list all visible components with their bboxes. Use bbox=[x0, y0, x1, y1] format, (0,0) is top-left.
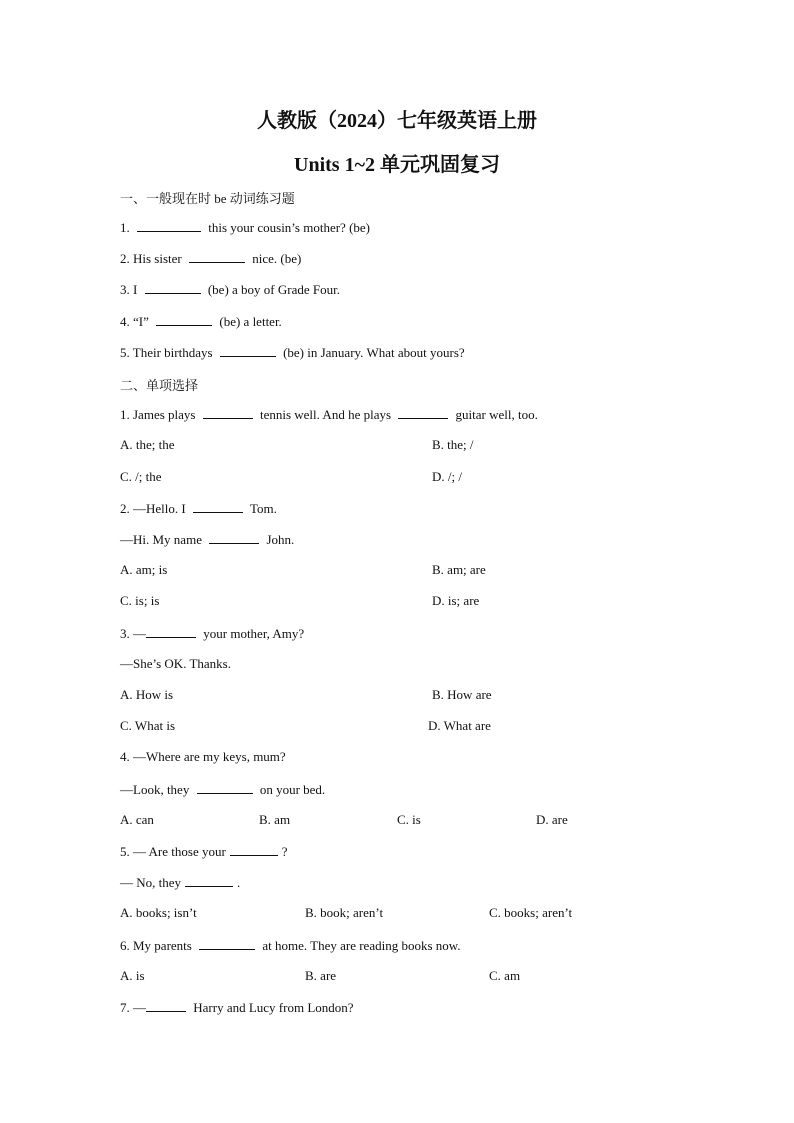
q3-stem-line2: —She’s OK. Thanks. bbox=[120, 656, 231, 671]
item-text: (be) a boy of Grade Four. bbox=[207, 282, 340, 297]
stem-text: 2. —Hello. I bbox=[120, 501, 186, 516]
q2-stem-line1 bbox=[120, 500, 277, 517]
q5-stem-line2 bbox=[120, 874, 240, 891]
section2-heading: 二、单项选择 bbox=[120, 378, 199, 393]
stem-text: on your bed. bbox=[259, 782, 326, 797]
item-number: 3. bbox=[120, 282, 130, 297]
stem-text: 7. — bbox=[120, 1000, 146, 1015]
answer-blank[interactable] bbox=[220, 344, 276, 357]
answer-blank[interactable] bbox=[230, 843, 278, 856]
stem-text: 6. My parents bbox=[120, 938, 192, 953]
item-text: (be) in January. What about yours? bbox=[283, 345, 465, 360]
stem-text: . bbox=[237, 875, 241, 890]
s1-item-2 bbox=[120, 250, 301, 267]
answer-blank[interactable] bbox=[189, 250, 245, 263]
q4-stem-line2 bbox=[120, 781, 325, 798]
q5-option-b[interactable]: B. book; aren’t bbox=[305, 905, 384, 920]
q2-option-c[interactable]: C. is; is bbox=[120, 593, 160, 608]
q6-stem bbox=[120, 937, 461, 954]
q4-option-b[interactable]: B. am bbox=[259, 812, 291, 827]
item-text: Their birthdays bbox=[132, 345, 213, 360]
section1-heading: 一、一般现在时 be 动词练习题 bbox=[120, 191, 295, 206]
stem-text: at home. They are reading books now. bbox=[262, 938, 461, 953]
q5-option-c[interactable]: C. books; aren’t bbox=[489, 905, 573, 920]
answer-blank[interactable] bbox=[209, 531, 259, 544]
q4-option-d[interactable]: D. are bbox=[536, 812, 568, 827]
item-text: (be) a letter. bbox=[219, 314, 282, 329]
answer-blank[interactable] bbox=[156, 313, 212, 326]
q6-option-b[interactable]: B. are bbox=[305, 968, 337, 983]
q3-option-c[interactable]: C. What is bbox=[120, 718, 176, 733]
q4-option-a[interactable]: A. can bbox=[120, 812, 154, 827]
stem-text: —Hi. My name bbox=[120, 532, 202, 547]
s1-item-3 bbox=[120, 281, 340, 298]
item-number: 2. bbox=[120, 251, 130, 266]
s1-item-5 bbox=[120, 344, 465, 361]
answer-blank[interactable] bbox=[185, 874, 233, 887]
item-number: 4. bbox=[120, 314, 130, 329]
stem-text: 3. — bbox=[120, 626, 146, 641]
s1-item-1 bbox=[120, 219, 370, 236]
answer-blank[interactable] bbox=[145, 281, 201, 294]
item-text: His sister bbox=[133, 251, 182, 266]
s1-item-4 bbox=[120, 313, 282, 330]
document-title: 人教版（2024）七年级英语上册 bbox=[257, 110, 537, 132]
item-text: this your cousin’s mother? (be) bbox=[208, 220, 370, 235]
item-number: 1. bbox=[120, 220, 130, 235]
stem-text: John. bbox=[266, 532, 295, 547]
q1-option-c[interactable]: C. /; the bbox=[120, 469, 162, 484]
answer-blank[interactable] bbox=[137, 219, 201, 232]
stem-text: tennis well. And he plays bbox=[259, 407, 392, 422]
stem-text: 1. James plays bbox=[120, 407, 196, 422]
stem-text: Tom. bbox=[249, 501, 277, 516]
q6-option-c[interactable]: C. am bbox=[489, 968, 521, 983]
answer-blank[interactable] bbox=[203, 406, 253, 419]
answer-blank[interactable] bbox=[398, 406, 448, 419]
q4-option-c[interactable]: C. is bbox=[397, 812, 421, 827]
answer-blank[interactable] bbox=[146, 625, 196, 638]
answer-blank[interactable] bbox=[199, 937, 255, 950]
q1-option-b[interactable]: B. the; / bbox=[432, 437, 474, 452]
q3-option-a[interactable]: A. How is bbox=[120, 687, 174, 702]
q1-option-a[interactable]: A. the; the bbox=[120, 437, 175, 452]
q1-stem bbox=[120, 406, 538, 423]
stem-text: guitar well, too. bbox=[455, 407, 538, 422]
stem-text: ? bbox=[281, 844, 288, 859]
q5-stem-line1 bbox=[120, 843, 288, 860]
answer-blank[interactable] bbox=[197, 781, 253, 794]
q4-stem-line1: 4. —Where are my keys, mum? bbox=[120, 749, 286, 764]
item-text: nice. (be) bbox=[252, 251, 302, 266]
q2-stem-line2 bbox=[120, 531, 294, 548]
q1-option-d[interactable]: D. /; / bbox=[432, 469, 462, 484]
q2-option-b[interactable]: B. am; are bbox=[432, 562, 486, 577]
item-text: “I” bbox=[133, 314, 149, 329]
item-number: 5. bbox=[120, 345, 130, 360]
stem-text: 5. — Are those your bbox=[120, 844, 226, 859]
stem-text: —Look, they bbox=[120, 782, 190, 797]
answer-blank[interactable] bbox=[193, 500, 243, 513]
stem-text: — No, they bbox=[120, 875, 182, 890]
q2-option-d[interactable]: D. is; are bbox=[432, 593, 480, 608]
q2-option-a[interactable]: A. am; is bbox=[120, 562, 168, 577]
stem-text: Harry and Lucy from London? bbox=[193, 1000, 354, 1015]
q3-option-b[interactable]: B. How are bbox=[432, 687, 492, 702]
q6-option-a[interactable]: A. is bbox=[120, 968, 145, 983]
item-text: I bbox=[133, 282, 138, 297]
q5-option-a[interactable]: A. books; isn’t bbox=[120, 905, 197, 920]
document-subtitle: Units 1~2 单元巩固复习 bbox=[294, 154, 500, 176]
q3-option-d[interactable]: D. What are bbox=[428, 718, 491, 733]
q3-stem-line1 bbox=[120, 625, 304, 642]
stem-text: your mother, Amy? bbox=[203, 626, 305, 641]
answer-blank[interactable] bbox=[146, 999, 186, 1012]
q7-stem bbox=[120, 999, 354, 1016]
